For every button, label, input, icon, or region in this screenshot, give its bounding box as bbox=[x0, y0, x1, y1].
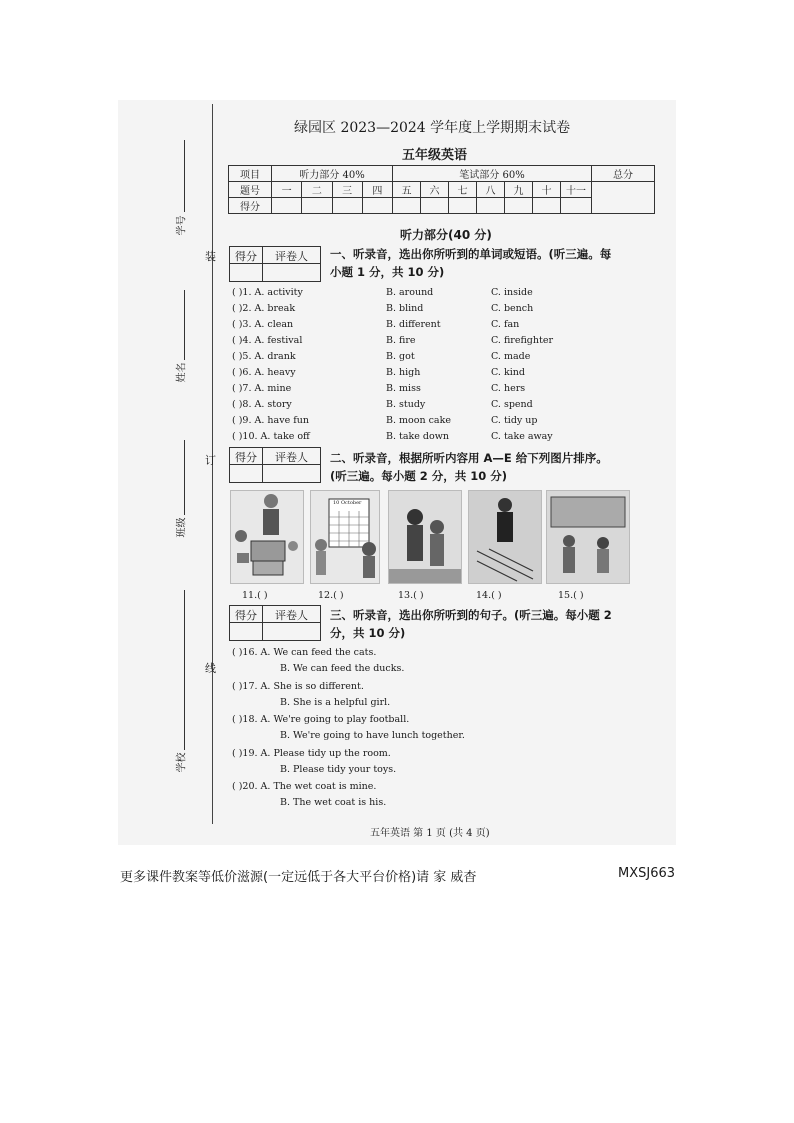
question-choice-a[interactable]: ( )8. A. story bbox=[232, 399, 292, 410]
question-choice-c: C. bench bbox=[491, 303, 534, 314]
section2-title: 二、听录音，根据所听内容用 A—E 给下列图片排序。 (听三遍。每小题 2 分，共 10 分) bbox=[330, 451, 608, 483]
sentence-option-b: B. The wet coat is his. bbox=[280, 797, 387, 808]
score-table-num: 十 bbox=[533, 182, 561, 198]
sentence-option-a[interactable]: ( )18. A. We're going to play football. bbox=[232, 714, 410, 725]
question-choice-b: B. got bbox=[386, 351, 415, 362]
question-choice-b: B. different bbox=[386, 319, 441, 330]
question-choice-a[interactable]: ( )4. A. festival bbox=[232, 335, 303, 346]
question-choice-c: C. firefighter bbox=[491, 335, 553, 346]
question-choice-b: B. high bbox=[386, 367, 421, 378]
picture-girls-indoors bbox=[388, 490, 462, 584]
question-choice-a[interactable]: ( )7. A. mine bbox=[232, 383, 292, 394]
question-choice-a[interactable]: ( )10. A. take off bbox=[232, 431, 310, 442]
score-table-num: 六 bbox=[421, 182, 449, 198]
sentence-option-a[interactable]: ( )16. A. We can feed the cats. bbox=[232, 647, 377, 658]
score-table-num: 四 bbox=[362, 182, 392, 198]
score-table-total-cell[interactable] bbox=[592, 182, 655, 214]
question-choice-a[interactable]: ( )5. A. drank bbox=[232, 351, 296, 362]
exam-title: 绿园区 2023—2024 学年度上学期期末试卷 bbox=[294, 120, 571, 136]
sentence-option-a[interactable]: ( )17. A. She is so different. bbox=[232, 680, 364, 692]
score-table bbox=[228, 165, 655, 214]
question-choice-c: C. spend bbox=[491, 399, 533, 410]
picture-boy-with-boxes bbox=[230, 490, 304, 584]
question-choice-c: C. kind bbox=[491, 367, 525, 378]
question-choice-b: B. miss bbox=[386, 383, 421, 394]
sentence-option-b: B. We're going to have lunch together. bbox=[280, 730, 465, 741]
picture-calendar-children bbox=[310, 490, 380, 584]
score-table-num: 一 bbox=[272, 182, 302, 198]
score-cell[interactable] bbox=[477, 198, 505, 214]
score-table-writing: 笔试部分 60% bbox=[393, 166, 592, 182]
score-table-num: 三 bbox=[332, 182, 362, 198]
binding-char-ding: 订 bbox=[205, 454, 216, 467]
score-cell[interactable] bbox=[505, 198, 533, 214]
score-cell[interactable] bbox=[272, 198, 302, 214]
question-choice-c: C. made bbox=[491, 351, 531, 362]
school-field[interactable] bbox=[184, 590, 185, 750]
calendar-text: 10 October bbox=[333, 500, 362, 506]
binding-char-zhuang: 装 bbox=[205, 250, 216, 263]
student-name-label: 姓名 bbox=[176, 362, 188, 383]
school-label: 学校 bbox=[176, 752, 188, 773]
score-table-num: 二 bbox=[302, 182, 332, 198]
question-choice-b: B. moon cake bbox=[386, 415, 451, 426]
question-choice-b: B. blind bbox=[386, 303, 424, 314]
score-cell[interactable] bbox=[393, 198, 421, 214]
sentence-option-a[interactable]: ( )19. A. Please tidy up the room. bbox=[232, 747, 391, 759]
score-cell[interactable] bbox=[533, 198, 561, 214]
question-choice-c: C. inside bbox=[491, 287, 533, 298]
class-label: 班级 bbox=[176, 517, 188, 538]
score-table-num: 七 bbox=[449, 182, 477, 198]
picture-children-shop bbox=[546, 490, 630, 584]
sentence-option-b: B. We can feed the ducks. bbox=[280, 663, 405, 674]
gradebox-score-label: 得分 bbox=[235, 609, 257, 622]
question-choice-a[interactable]: ( )2. A. break bbox=[232, 303, 296, 314]
gradebox-score-label: 得分 bbox=[235, 250, 257, 263]
sentence-option-b: B. She is a helpful girl. bbox=[280, 696, 391, 708]
picture-answer-14[interactable]: 14.( ) bbox=[476, 590, 502, 601]
question-choice-a[interactable]: ( )3. A. clean bbox=[232, 319, 294, 330]
sentence-option-a[interactable]: ( )20. A. The wet coat is mine. bbox=[232, 781, 377, 792]
question-choice-b: B. study bbox=[386, 399, 426, 410]
promo-text: 更多课件教案等低价滋源(一定远低于各大平台价格)请 家 威杳 bbox=[120, 870, 477, 885]
section1-title: 一、听录音，选出你所听到的单词或短语。(听三遍。每 小题 1 分，共 10 分) bbox=[330, 247, 612, 279]
score-table-num: 五 bbox=[393, 182, 421, 198]
binding-char-xian: 线 bbox=[205, 662, 216, 675]
score-cell[interactable] bbox=[561, 198, 592, 214]
page-footer: 五年英语 第 1 页 (共 4 页) bbox=[370, 828, 490, 839]
question-choice-b: B. take down bbox=[386, 431, 449, 442]
score-table-num: 九 bbox=[505, 182, 533, 198]
gradebox-grader-label: 评卷人 bbox=[275, 609, 308, 622]
section2-gradebox bbox=[229, 447, 321, 483]
question-choice-c: C. hers bbox=[491, 383, 526, 394]
score-cell[interactable] bbox=[449, 198, 477, 214]
picture-answer-13[interactable]: 13.( ) bbox=[398, 590, 424, 601]
student-name-field[interactable] bbox=[184, 290, 185, 360]
section1-gradebox bbox=[229, 246, 321, 282]
student-number-field[interactable] bbox=[184, 140, 185, 212]
picture-answer-12[interactable]: 12.( ) bbox=[318, 590, 344, 601]
picture-answer-15[interactable]: 15.( ) bbox=[558, 590, 584, 601]
listening-part-header: 听力部分(40 分) bbox=[400, 228, 492, 242]
student-number-label: 学号 bbox=[176, 215, 188, 236]
question-choice-b: B. around bbox=[386, 287, 434, 298]
score-table-total: 总分 bbox=[592, 166, 655, 182]
score-cell[interactable] bbox=[362, 198, 392, 214]
gradebox-grader-label: 评卷人 bbox=[275, 250, 308, 263]
score-cell[interactable] bbox=[332, 198, 362, 214]
section3-gradebox bbox=[229, 605, 321, 641]
gradebox-grader-label: 评卷人 bbox=[275, 451, 308, 464]
score-table-item: 项目 bbox=[229, 166, 272, 182]
score-cell[interactable] bbox=[302, 198, 332, 214]
question-choice-b: B. fire bbox=[386, 335, 416, 346]
section3-title: 三、听录音，选出你所听到的句子。(听三遍。每小题 2 分，共 10 分) bbox=[330, 608, 612, 640]
question-choice-a[interactable]: ( )9. A. have fun bbox=[232, 415, 309, 426]
score-table-listening: 听力部分 40% bbox=[272, 166, 393, 182]
score-table-number-label: 题号 bbox=[229, 182, 272, 198]
question-choice-a[interactable]: ( )1. A. activity bbox=[232, 287, 303, 298]
question-choice-c: C. take away bbox=[491, 431, 553, 442]
sentence-option-b: B. Please tidy your toys. bbox=[280, 763, 397, 775]
question-choice-c: C. fan bbox=[491, 319, 520, 330]
picture-answer-11[interactable]: 11.( ) bbox=[242, 590, 268, 601]
score-table-num: 八 bbox=[477, 182, 505, 198]
score-table-num: 十一 bbox=[561, 182, 592, 198]
class-field[interactable] bbox=[184, 440, 185, 515]
question-choice-a[interactable]: ( )6. A. heavy bbox=[232, 367, 296, 378]
promo-code: MXSJ663 bbox=[618, 866, 676, 881]
picture-person-on-stairs bbox=[468, 490, 542, 584]
score-cell[interactable] bbox=[421, 198, 449, 214]
exam-subtitle: 五年级英语 bbox=[402, 148, 468, 163]
gradebox-score-label: 得分 bbox=[235, 451, 257, 464]
question-choice-c: C. tidy up bbox=[491, 415, 538, 426]
score-table-score-label: 得分 bbox=[229, 198, 272, 214]
